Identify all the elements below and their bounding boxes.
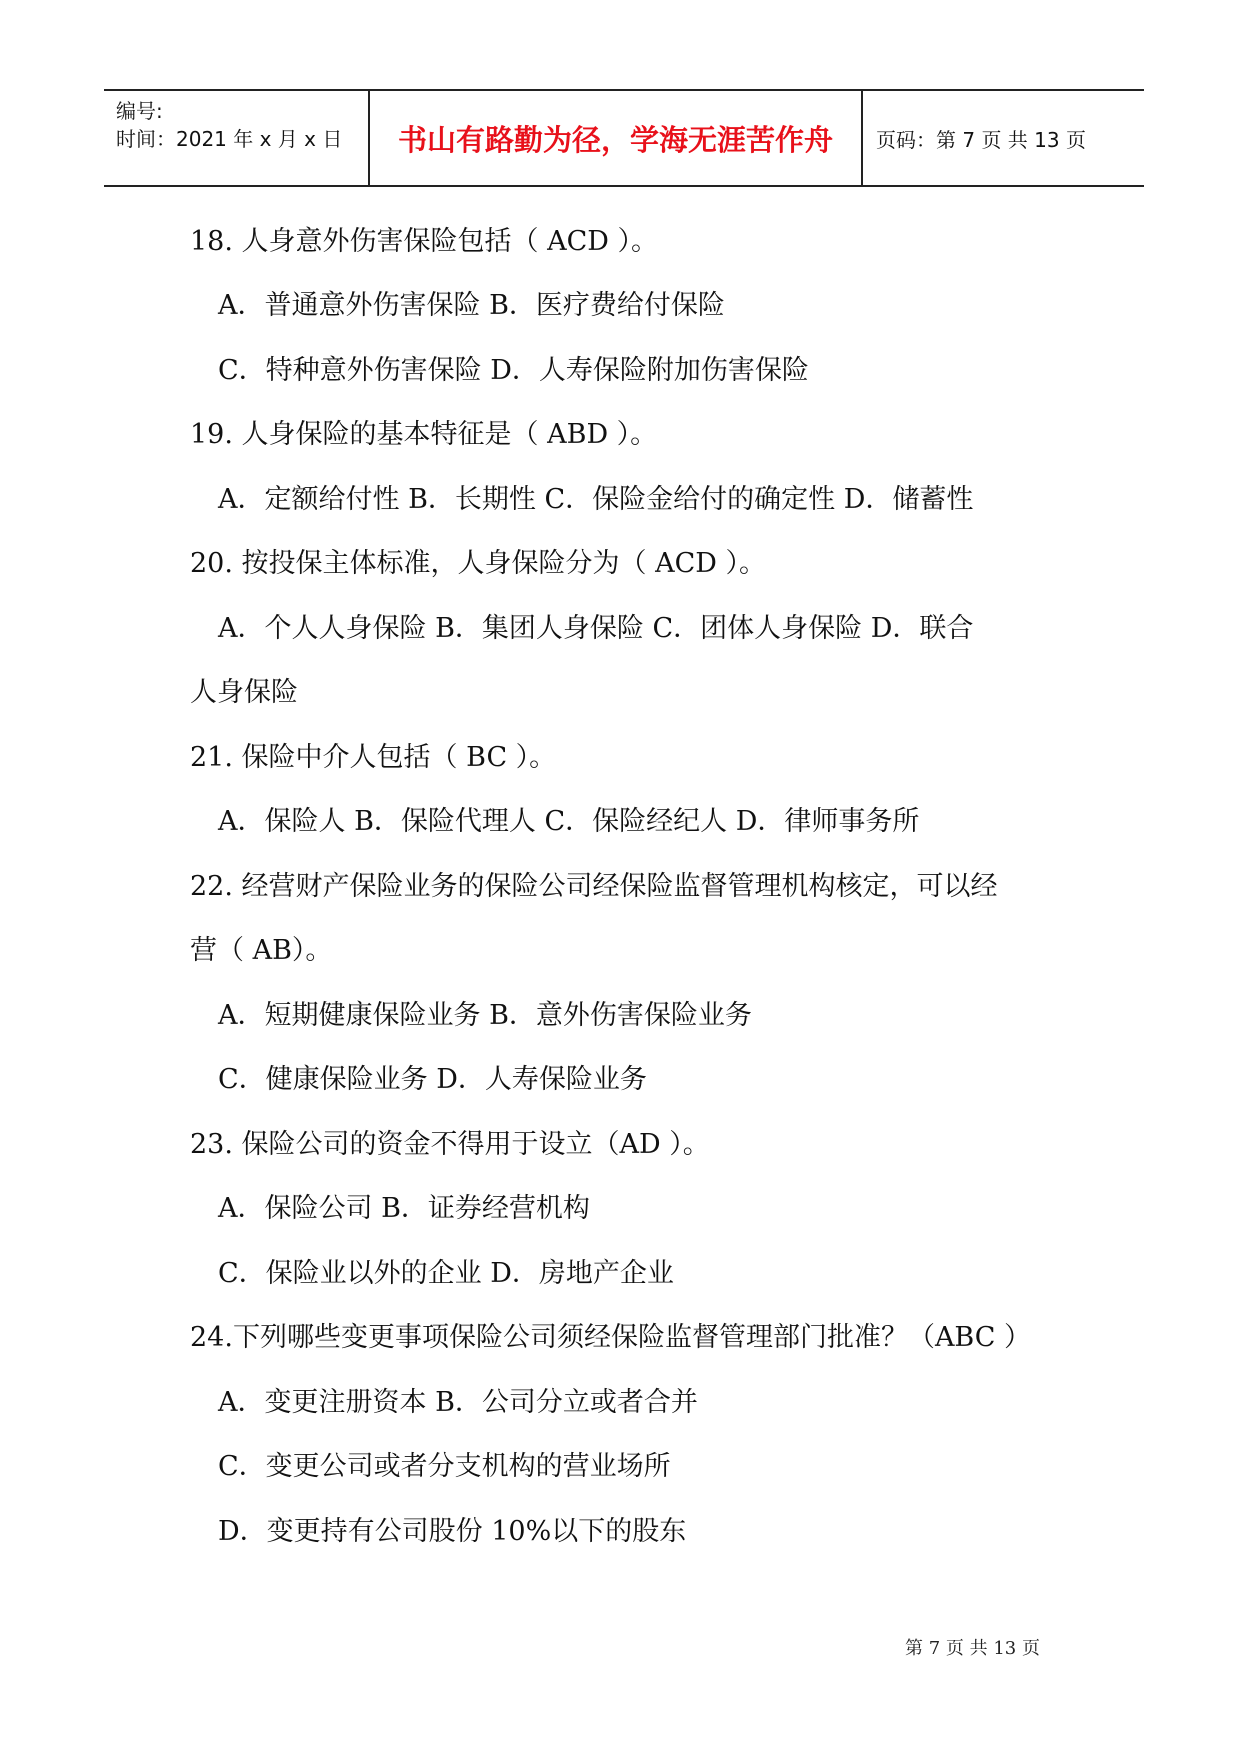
question-24: 24.下列哪些变更事项保险公司须经保险监督管理部门批准？（ABC ）: [190, 1322, 1032, 1353]
header-left-cell: [116, 97, 366, 153]
question-24-options-ab: A．变更注册资本 B．公司分立或者合并: [218, 1387, 698, 1418]
question-19-options: A．定额给付性 B．长期性 C．保险金给付的确定性 D．储蓄性: [218, 484, 974, 515]
header-page-info: 页码：第 7 页 共 13 页: [876, 127, 1086, 152]
question-18-options-ab: A．普通意外伤害保险 B．医疗费给付保险: [218, 290, 725, 321]
question-18: 18. 人身意外伤害保险包括（ ACD ）。: [190, 226, 658, 257]
question-21-options: A．保险人 B．保险代理人 C．保险经纪人 D．律师事务所: [218, 806, 920, 837]
question-22-options-ab: A．短期健康保险业务 B．意外伤害保险业务: [218, 1000, 752, 1031]
question-23: 23. 保险公司的资金不得用于设立（AD ）。: [190, 1129, 710, 1160]
question-19: 19. 人身保险的基本特征是（ ABD ）。: [190, 419, 658, 450]
question-22-options-cd: C．健康保险业务 D．人寿保险业务: [218, 1064, 647, 1095]
question-20-options: A．个人人身保险 B．集团人身保险 C．团体人身保险 D．联合: [218, 613, 974, 644]
question-22: 22. 经营财产保险业务的保险公司经保险监督管理机构核定，可以经: [190, 871, 998, 902]
question-20-options-continued: 人身保险: [190, 677, 298, 708]
number-label: 编号:: [116, 99, 163, 123]
question-23-options-ab: A．保险公司 B．证券经营机构: [218, 1193, 590, 1224]
header-divider-right: [861, 91, 863, 185]
question-24-option-d: D．变更持有公司股份 10%以下的股东: [218, 1516, 687, 1547]
question-18-options-cd: C．特种意外伤害保险 D．人寿保险附加伤害保险: [218, 355, 809, 386]
page-footer: 第 7 页 共 13 页: [905, 1638, 1040, 1659]
question-22-continued: 营（ AB）。: [190, 935, 333, 966]
question-23-options-cd: C．保险业以外的企业 D．房地产企业: [218, 1258, 674, 1289]
page-header: [104, 89, 1144, 187]
header-motto: 书山有路勤为径，学海无涯苦作舟: [397, 122, 833, 157]
question-21: 21. 保险中介人包括（ BC ）。: [190, 742, 557, 773]
time-label: 时间：2021 年 x 月 x 日: [116, 127, 343, 151]
question-20: 20. 按投保主体标准，人身保险分为（ ACD ）。: [190, 548, 766, 579]
question-24-option-c: C．变更公司或者分支机构的营业场所: [218, 1451, 671, 1482]
